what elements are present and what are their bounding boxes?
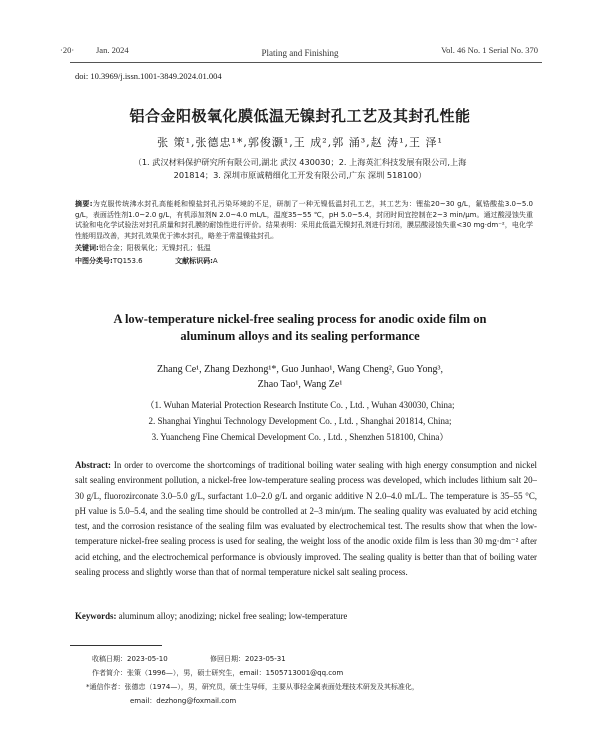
doi[interactable]: doi: 10.3969/j.issn.1001-3849.2024.01.004 (75, 71, 222, 81)
english-authors (0, 362, 600, 392)
chinese-abstract (75, 199, 533, 241)
corresponding-email[interactable]: email：dezhong@foxmail.com (130, 697, 237, 705)
header-rule (70, 62, 542, 63)
english-authors-line-2: Zhao Tao¹, Wang Ze¹ (257, 379, 343, 390)
doc-code-label: 文献标识码: (175, 257, 213, 265)
chinese-abstract-label: 摘要: (75, 200, 93, 208)
journal-name: Plating and Finishing (261, 48, 339, 58)
chinese-affiliation-line-2: 201814；3. 深圳市原诚精细化工开发有限公司,广东 深圳 518100） (173, 170, 427, 180)
english-keywords-label: Keywords: (75, 611, 117, 621)
english-keywords (75, 611, 347, 621)
english-abstract-label: Abstract: (75, 460, 111, 470)
footnote-rule (70, 645, 162, 646)
chinese-title: 铝合金阳极氧化膜低温无镍封孔工艺及其封孔性能 (129, 107, 471, 125)
chinese-abstract-text: 为克服传统沸水封孔高能耗和镍盐封孔污染环境的不足，研制了一种无镍低温封孔工艺，其工艺为：锂盐20~30 g/L，氟锆酸盐3.0~5.0 g/L，表面活性剂1.0~2.0 g/L，有机添加剂N 2.0~4.0 mL/L，温度35~55 ℃，pH 5.0~5.4，封闭时间宜控制在2~3 min/μm。通过酸浸蚀失重试验和电化学试验法对封孔质量和封孔膜的耐蚀性进行评价。结果表明：采用此低温无镍封孔剂进行封闭，膜层酸浸蚀失重<30 mg·dm⁻²，电化学性能明显改善，其封孔效果优于沸水封孔，略差于常温镍盐封孔。 (75, 200, 533, 240)
received-value: 2023-05-10 (127, 655, 168, 663)
english-affiliation-1: （1. Wuhan Material Protection Research Institute Co. , Ltd. , Wuhan 430030, China; (145, 400, 455, 410)
doc-code: A (212, 257, 218, 265)
issue-date: Jan. 2024 (96, 45, 129, 55)
received-date (92, 653, 168, 665)
english-title-line-2: aluminum alloys and its sealing performance (180, 329, 420, 343)
chinese-keywords-text: 铝合金；阳极氧化；无镍封孔；低温 (98, 244, 211, 252)
english-affiliation-2: 2. Shanghai Yinghui Technology Development Co. , Ltd. , Shanghai 201814, China; (148, 416, 452, 426)
english-title (0, 311, 600, 345)
page-number: ·20· (60, 45, 75, 55)
english-authors-line-1: Zhang Ce¹, Zhang Dezhong¹*, Guo Junhao¹, Wang Cheng², Guo Yong³, (157, 364, 443, 375)
revised-label: 修回日期： (210, 655, 245, 663)
author-introduction: 作者简介：张策（1996—），男，硕士研究生，email：1505713001@qq.com (92, 669, 344, 677)
english-affiliation-3: 3. Yuancheng Fine Chemical Development Co. , Ltd. , Shenzhen 518100, China） (151, 432, 449, 442)
english-abstract-text: In order to overcome the shortcomings of traditional boiling water sealing with high energy consumption and nickel salt sealing environment pollution, a nickel-free low-temperature sealing process was developed, which includes lithium salt 20–30 g/L, fluorozirconate 3.0–5.0 g/L, surfactant 1.0–2.0 g/L and organic additive N 2.0–4.0 mL/L. The temperature is 35–55 °C, pH value is 5.0–5.4, and the sealing time should be controlled at 2–3 min/μm. The sealing quality was evaluated by acid etching test, and the corrosion resistance of the sealing film was evaluated by electrochemical test. The results show that when the low-temperature nickel-free sealing process is used for sealing, the weight loss of the anodic oxide film is less than 30 mg·dm⁻² after acid etching, and the electrochemical performance is obviously improved. The sealing quality is better than that of boiling water sealing process and slightly worse than that of normal temperature nickel salt sealing process. (75, 460, 538, 578)
clc-code: TQ153.6 (112, 257, 143, 265)
classification-line (75, 256, 218, 266)
revised-value: 2023-05-31 (245, 655, 286, 663)
chinese-authors: 张 策¹,张德忠¹*,郭俊灏¹,王 成²,郭 涌³,赵 涛¹,王 泽¹ (157, 136, 443, 149)
clc-label: 中图分类号: (75, 257, 113, 265)
revised-date (210, 653, 286, 665)
corresponding-author: *通信作者：张德忠（1974—），男，研究员，硕士生导师，主要从事轻金属表面处理技术研发及其标准化， (86, 683, 419, 691)
chinese-keywords-label: 关键词: (75, 244, 99, 252)
chinese-affiliation-line-1: （1. 武汉材料保护研究所有限公司,湖北 武汉 430030；2. 上海英汇科技发展有限公司,上海 (133, 157, 467, 167)
volume-info: Vol. 46 No. 1 Serial No. 370 (441, 45, 538, 55)
english-abstract (75, 458, 537, 580)
received-label: 收稿日期： (92, 655, 127, 663)
english-affiliations (0, 397, 600, 445)
english-keywords-text: aluminum alloy; anodizing; nickel free sealing; low-temperature (118, 611, 348, 621)
chinese-keywords (75, 243, 211, 253)
english-title-line-1: A low-temperature nickel-free sealing process for anodic oxide film on (113, 312, 487, 326)
